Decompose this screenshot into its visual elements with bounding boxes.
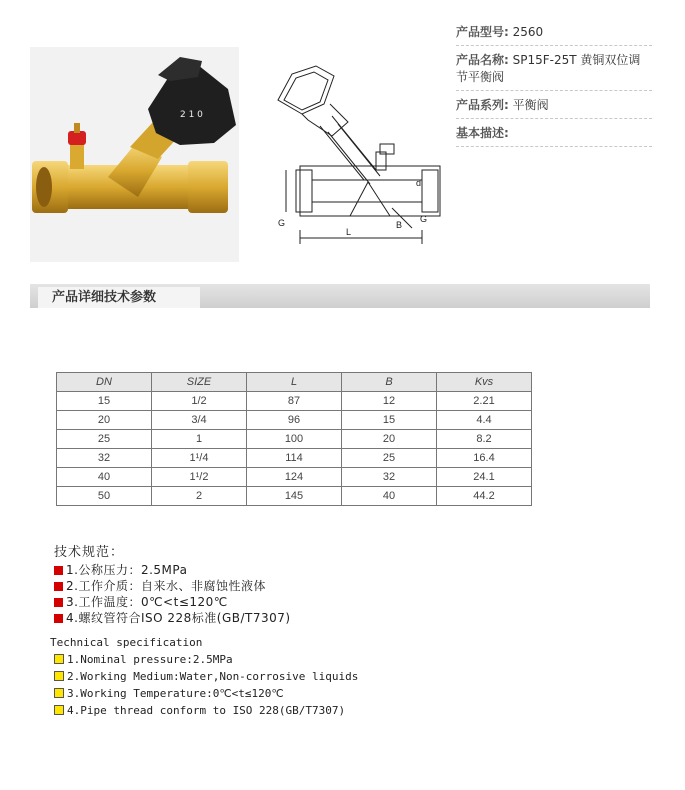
table-cell: 32 <box>57 449 152 468</box>
yellow-square-bullet-icon <box>54 705 64 715</box>
column-header: SIZE <box>152 373 247 392</box>
info-label: 产品名称: <box>456 53 509 67</box>
dim-label-g-left: G <box>278 218 286 228</box>
info-label: 产品型号: <box>456 25 509 39</box>
spec-en-item: 1.Nominal pressure:2.5MPa <box>50 651 358 668</box>
spec-cn-item: 2.工作介质：自来水、非腐蚀性液体 <box>54 578 291 594</box>
info-value: SP15F-25T 黄铜双位调节平衡阀 <box>456 53 641 84</box>
table-cell: 15 <box>342 411 437 430</box>
red-square-bullet-icon <box>54 598 63 607</box>
yellow-square-bullet-icon <box>54 688 64 698</box>
table-cell: 20 <box>57 411 152 430</box>
table-row <box>57 449 532 468</box>
table-cell: 24.1 <box>437 468 532 487</box>
technical-drawing <box>272 60 444 252</box>
table-cell: 96 <box>247 411 342 430</box>
section-title: 产品详细技术参数 <box>38 287 200 308</box>
red-square-bullet-icon <box>54 614 63 623</box>
table-cell: 4.4 <box>437 411 532 430</box>
product-photo <box>30 47 239 262</box>
info-value: 平衡阀 <box>512 98 549 112</box>
svg-text:2 1 0: 2 1 0 <box>180 110 203 120</box>
table-cell: 16.4 <box>437 449 532 468</box>
table-cell: 2.21 <box>437 392 532 411</box>
column-header: L <box>247 373 342 392</box>
column-header: Kvs <box>437 373 532 392</box>
table-row <box>57 487 532 506</box>
table-cell: 44.2 <box>437 487 532 506</box>
dim-label-g-right: G <box>420 214 428 224</box>
spec-cn <box>54 541 291 626</box>
yellow-square-bullet-icon <box>54 671 64 681</box>
table-cell: 1/2 <box>152 392 247 411</box>
spec-en <box>50 634 358 719</box>
red-square-bullet-icon <box>54 582 63 591</box>
column-header: DN <box>57 373 152 392</box>
spec-en-item: 2.Working Medium:Water,Non-corrosive liquids <box>50 668 358 685</box>
spec-en-title: Technical specification <box>50 636 203 649</box>
table-cell: 1¹/2 <box>152 468 247 487</box>
table-row <box>57 392 532 411</box>
spec-en-item: 3.Working Temperature:0℃<t≤120℃ <box>50 685 358 702</box>
table-row <box>57 468 532 487</box>
product-info <box>456 18 652 147</box>
spec-en-item: 4.Pipe thread conform to ISO 228(GB/T7307) <box>50 702 358 719</box>
table-cell: 32 <box>342 468 437 487</box>
dim-label-d: d <box>416 178 422 188</box>
info-row-name <box>456 46 652 91</box>
table-cell: 15 <box>57 392 152 411</box>
spec-cn-title: 技术规范： <box>54 545 125 560</box>
info-label: 产品系列: <box>456 98 509 112</box>
info-row-series <box>456 91 652 119</box>
table-row <box>57 430 532 449</box>
spec-table <box>56 372 532 506</box>
brass-valve-icon <box>30 47 239 262</box>
table-cell: 50 <box>57 487 152 506</box>
table-cell: 12 <box>342 392 437 411</box>
table-cell: 1 <box>152 430 247 449</box>
table-cell: 8.2 <box>437 430 532 449</box>
table-cell: 40 <box>57 468 152 487</box>
table-cell: 100 <box>247 430 342 449</box>
table-cell: 40 <box>342 487 437 506</box>
table-row <box>57 411 532 430</box>
info-row-model <box>456 18 652 46</box>
column-header: B <box>342 373 437 392</box>
table-cell: 87 <box>247 392 342 411</box>
table-cell: 20 <box>342 430 437 449</box>
spec-cn-item: 3.工作温度：0℃<t≤120℃ <box>54 594 291 610</box>
red-square-bullet-icon <box>54 566 63 575</box>
info-value: 2560 <box>512 25 544 39</box>
spec-cn-item: 4.螺纹管符合ISO 228标准(GB/T7307) <box>54 610 291 626</box>
table-header-row <box>57 373 532 392</box>
table-cell: 25 <box>342 449 437 468</box>
table-cell: 114 <box>247 449 342 468</box>
dim-label-l: L <box>346 227 352 237</box>
table-cell: 145 <box>247 487 342 506</box>
spec-cn-item: 1.公称压力：2.5MPa <box>54 562 291 578</box>
info-row-description <box>456 119 652 147</box>
table-cell: 2 <box>152 487 247 506</box>
section-header-bar <box>30 284 650 308</box>
info-label: 基本描述: <box>456 126 509 140</box>
table-cell: 25 <box>57 430 152 449</box>
table-cell: 1¹/4 <box>152 449 247 468</box>
table-cell: 3/4 <box>152 411 247 430</box>
table-cell: 124 <box>247 468 342 487</box>
dim-label-b: B <box>396 220 403 230</box>
yellow-square-bullet-icon <box>54 654 64 664</box>
